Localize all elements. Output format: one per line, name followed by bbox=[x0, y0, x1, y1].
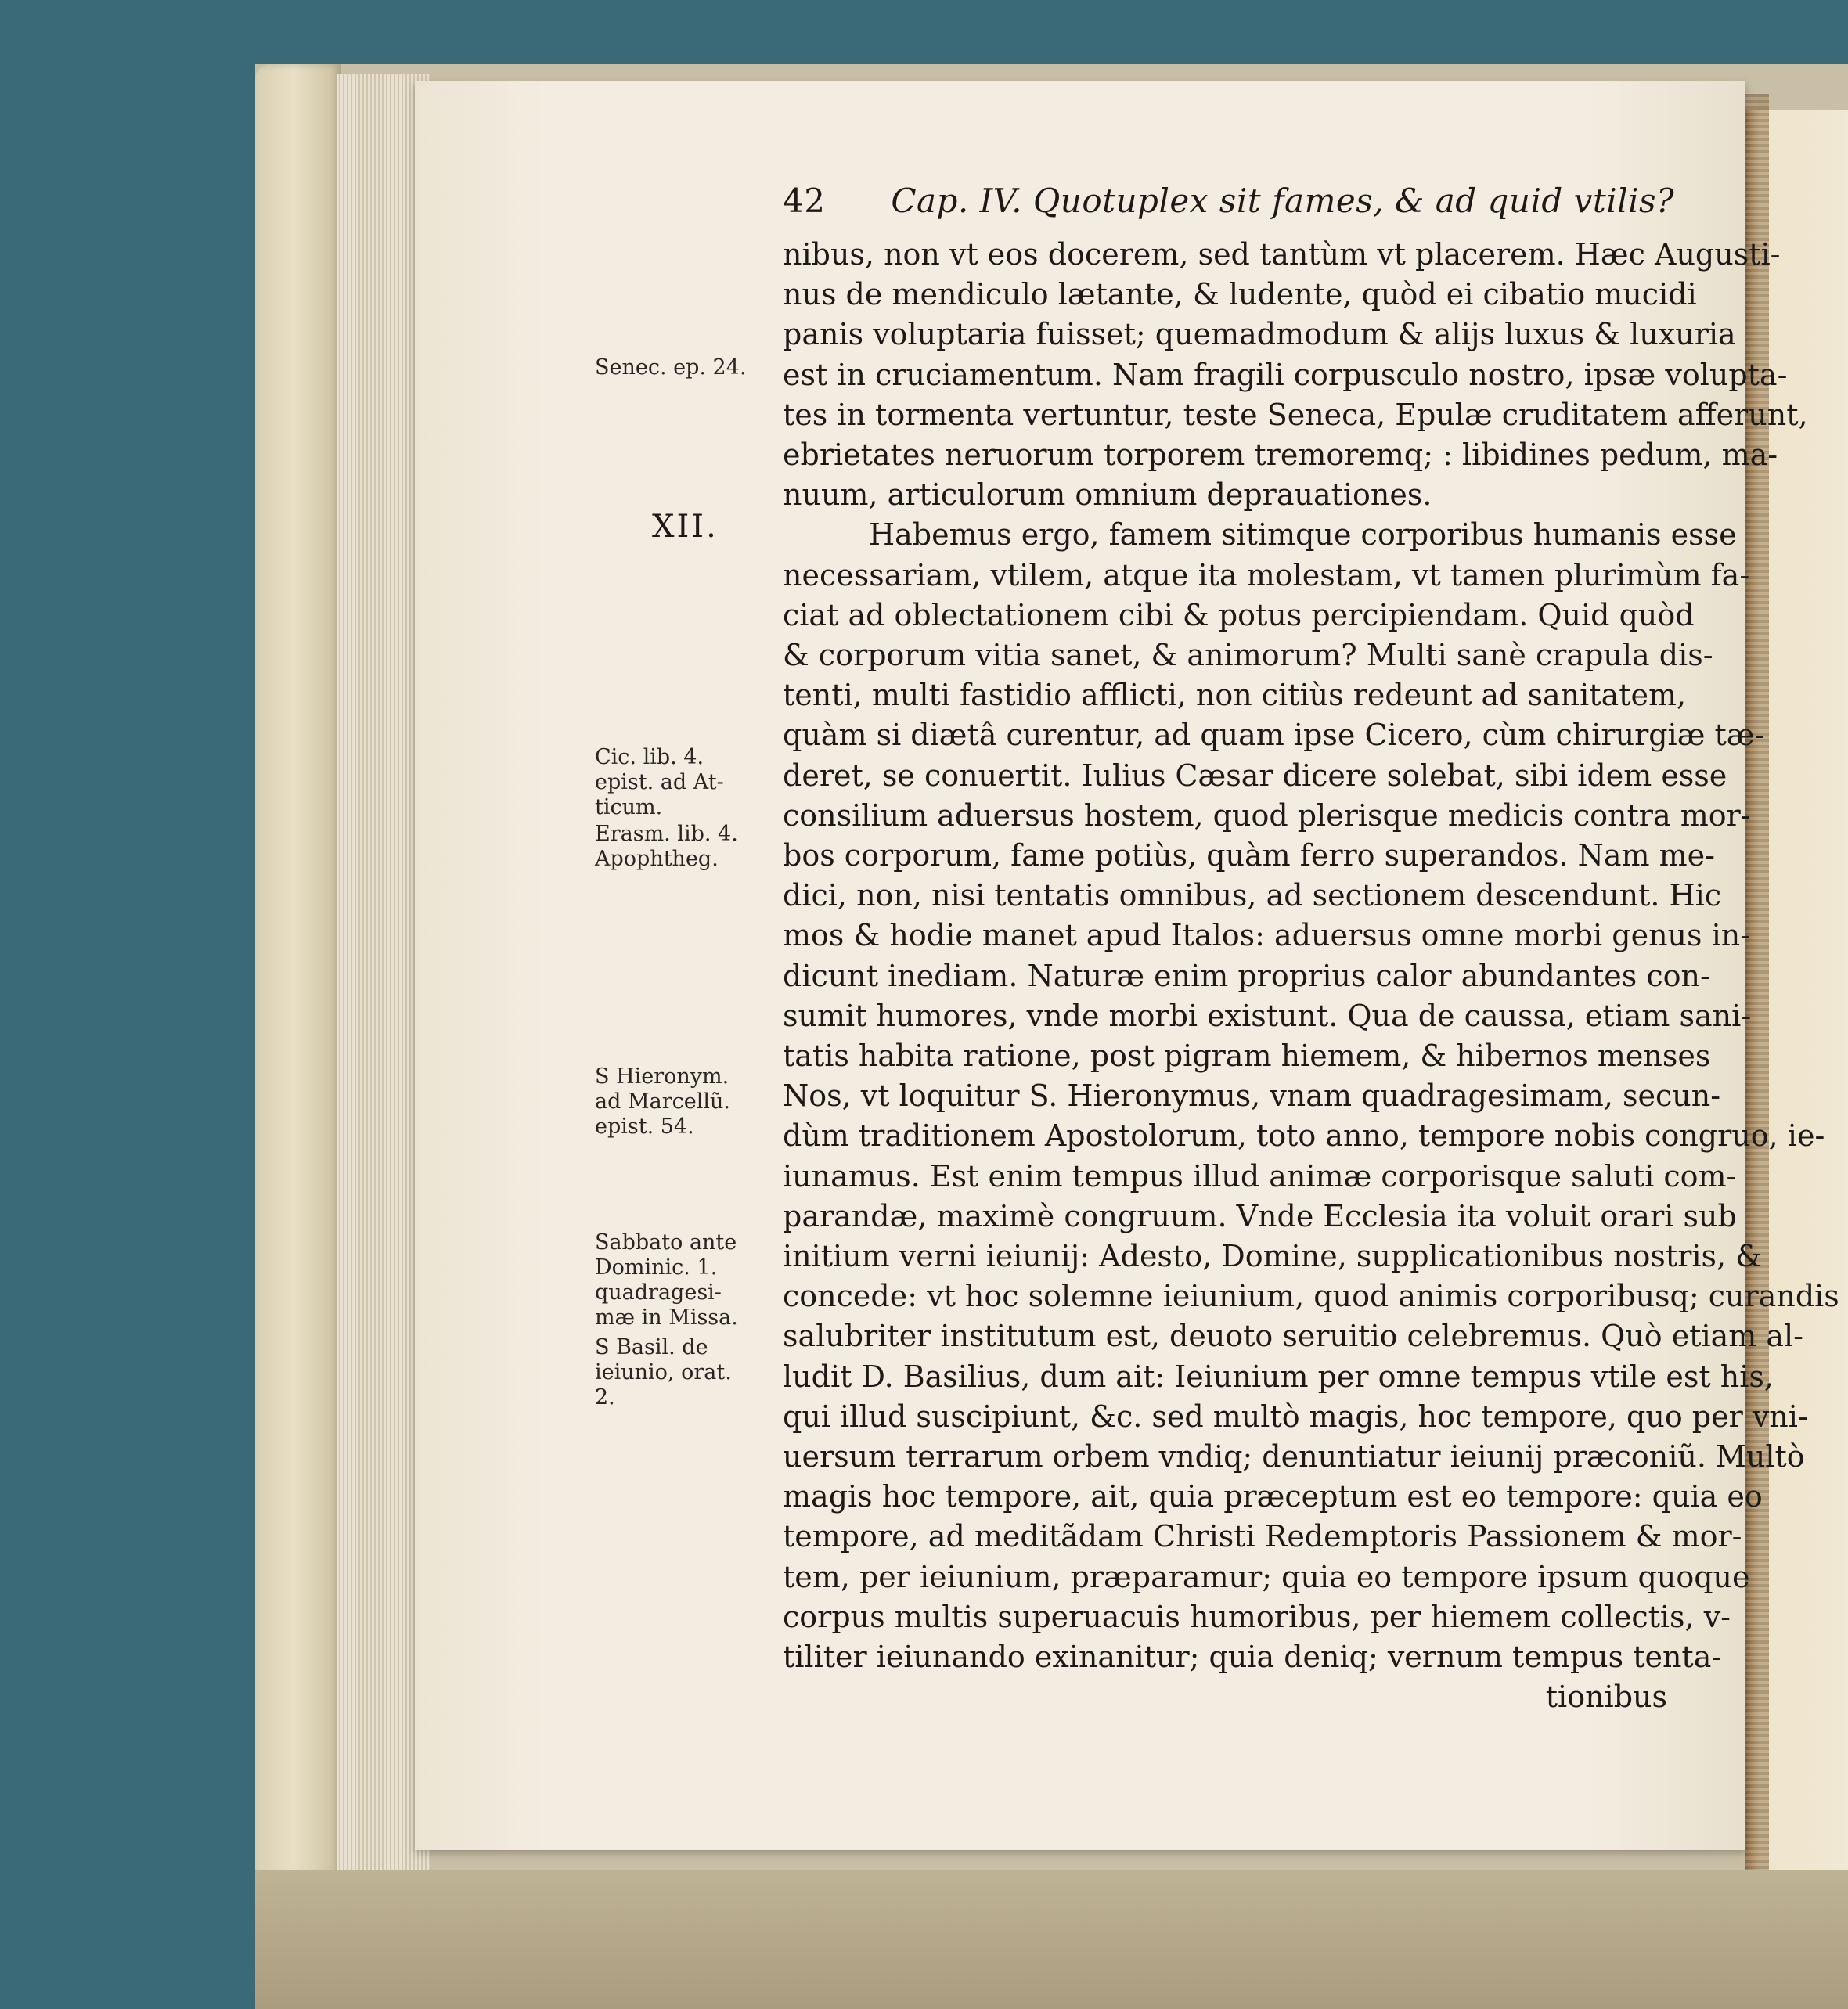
margin-note-line: quadragesi- bbox=[595, 1280, 722, 1305]
text-line: tatis habita ratione, post pigram hiemem, & hibernos menses bbox=[783, 1039, 1711, 1073]
text-line: deret, se conuertit. Iulius Cæsar dicere solebat, sibi idem esse bbox=[783, 758, 1727, 793]
text-line: est in cruciamentum. Nam fragili corpusculo nostro, ipsæ volupta- bbox=[783, 357, 1788, 392]
margin-note-line: 2. bbox=[595, 1385, 615, 1410]
text-line: tiliter ieiunando exinanitur; quia deniq; vernum tempus tenta- bbox=[783, 1640, 1722, 1674]
text-line: tes in tormenta vertuntur, teste Seneca, Epulæ cruditatem afferunt, bbox=[783, 397, 1808, 432]
text-line: sumit humores, vnde morbi existunt. Qua de caussa, etiam sani- bbox=[783, 998, 1752, 1033]
text-line: tem, per ieiunium, præparamur; quia eo tempore ipsum quoque bbox=[783, 1559, 1750, 1594]
margin-note-line: Erasm. lib. 4. bbox=[595, 822, 738, 846]
margin-note-erasmus bbox=[595, 822, 783, 872]
text-line: concede: vt hoc solemne ieiunium, quod animis corporibusq; curandis bbox=[783, 1279, 1839, 1314]
running-title: Cap. IV. Quotuplex sit fames, & ad quid vtilis? bbox=[891, 182, 1675, 220]
margin-note-line: ticum. bbox=[595, 795, 663, 819]
page-number: 42 bbox=[783, 182, 826, 220]
text-line: quàm si diætâ curentur, ad quam ipse Cicero, cùm chirurgiæ tæ- bbox=[783, 718, 1765, 753]
text-line: initium verni ieiunij: Adesto, Domine, supplicationibus nostris, & bbox=[783, 1239, 1762, 1273]
margin-note-line: S Basil. de bbox=[595, 1335, 708, 1359]
margin-note-sabbato bbox=[595, 1230, 783, 1330]
text-line: tempore, ad meditãdam Christi Redemptoris Passionem & mor- bbox=[783, 1519, 1742, 1554]
text-line: tionibus bbox=[1545, 1680, 1667, 1715]
margin-note-line: epist. ad At- bbox=[595, 770, 724, 794]
text-line: dicunt inediam. Naturæ enim proprius calor abundantes con- bbox=[783, 958, 1710, 993]
text-line: bos corporum, fame potiùs, quàm ferro superandos. Nam me- bbox=[783, 838, 1715, 873]
text-line: iunamus. Est enim tempus illud animæ corporisque saluti com- bbox=[783, 1158, 1737, 1194]
margin-note-cicero bbox=[595, 745, 783, 820]
text-line: dici, non, nisi tentatis omnibus, ad sectionem descendunt. Hic bbox=[783, 878, 1722, 913]
text-line: uersum terrarum orbem vndiq; denuntiatur ieiunij præconiũ. Multò bbox=[783, 1439, 1805, 1474]
text-line: Habemus ergo, famem sitimque corporibus humanis esse bbox=[869, 517, 1737, 553]
margin-note-line: epist. 54. bbox=[595, 1114, 694, 1139]
margin-note-line: Cic. lib. 4. bbox=[595, 745, 704, 769]
text-line: mos & hodie manet apud Italos: aduersus omne morbi genus in- bbox=[783, 918, 1751, 953]
margin-note-line: Sabbato ante bbox=[595, 1230, 737, 1255]
margin-note-line: ad Marcellũ. bbox=[595, 1089, 730, 1114]
margin-note-line: ieiunio, orat. bbox=[595, 1360, 732, 1384]
margin-note-hieronymus bbox=[595, 1064, 783, 1140]
text-line: salubriter institutum est, deuoto seruitio celebremus. Quò etiam al- bbox=[783, 1319, 1804, 1354]
margin-note-basil bbox=[595, 1335, 783, 1410]
margin-note-line: Dominic. 1. bbox=[595, 1255, 718, 1280]
text-line: ciat ad oblectationem cibi & potus percipiendam. Quid quòd bbox=[783, 597, 1695, 632]
text-line: necessariam, vtilem, atque ita molestam, vt tamen plurimùm fa- bbox=[783, 557, 1750, 592]
text-line: nuum, articulorum omnium deprauationes. bbox=[783, 477, 1432, 513]
margin-note-line: mæ in Missa. bbox=[595, 1305, 738, 1330]
text-line: Nos, vt loquitur S. Hieronymus, vnam quadragesimam, secun- bbox=[783, 1078, 1721, 1114]
section-number: XII. bbox=[652, 509, 719, 545]
text-line: nibus, non vt eos docerem, sed tantùm vt placerem. Hæc Augusti- bbox=[783, 237, 1781, 272]
text-line: tenti, multi fastidio afflicti, non citiùs redeunt ad sanitatem, bbox=[783, 678, 1687, 713]
text-line: & corporum vitia sanet, & animorum? Multi sanè crapula dis- bbox=[783, 638, 1713, 672]
text-line: panis voluptaria fuisset; quemadmodum & alijs luxus & luxuria bbox=[783, 317, 1736, 352]
text-line: ebrietates neruorum torporem tremoremq; : libidines pedum, ma- bbox=[783, 437, 1778, 472]
running-header bbox=[783, 182, 1675, 220]
text-line: consilium aduersus hostem, quod plerisque medicis contra mor- bbox=[783, 797, 1751, 833]
margin-note-line: Senec. ep. 24. bbox=[595, 355, 747, 380]
text-line: nus de mendiculo lætante, & ludente, quòd ei cibatio mucidi bbox=[783, 277, 1697, 312]
text-line: ludit D. Basilius, dum ait: Ieiunium per omne tempus vtile est his, bbox=[783, 1359, 1774, 1394]
margin-note-line: S Hieronym. bbox=[595, 1064, 729, 1089]
text-line: magis hoc tempore, ait, quia præceptum est eo tempore: quia eo bbox=[783, 1479, 1763, 1514]
text-line: dùm traditionem Apostolorum, toto anno, tempore nobis congruo, ie- bbox=[783, 1118, 1825, 1154]
text-line: parandæ, maximè congruum. Vnde Ecclesia ita voluit orari sub bbox=[783, 1198, 1737, 1233]
margin-note-seneca bbox=[595, 355, 783, 380]
text-line: corpus multis superuacuis humoribus, per hiemem collectis, v- bbox=[783, 1599, 1731, 1634]
margin-note-line: Apophtheg. bbox=[595, 847, 719, 871]
text-line: qui illud suscipiunt, &c. sed multò magis, hoc tempore, quo per vni- bbox=[783, 1399, 1808, 1434]
